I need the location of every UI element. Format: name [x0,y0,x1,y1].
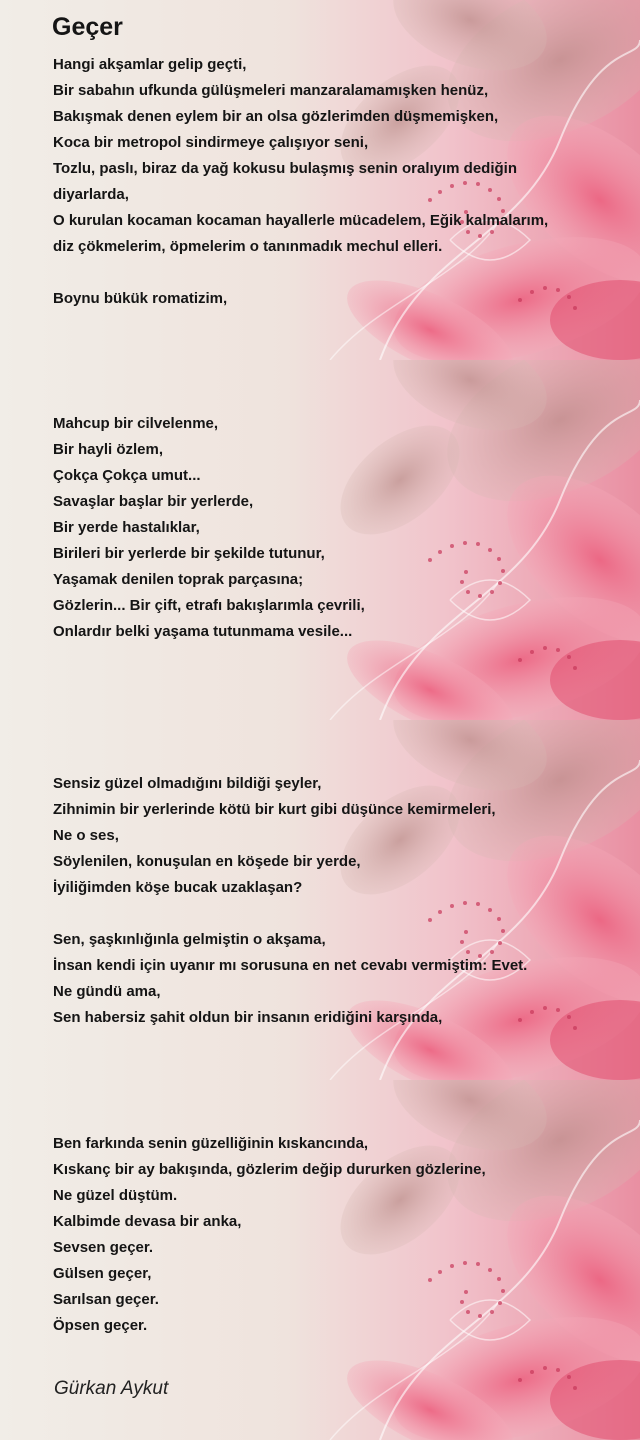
poem-panel-1 [0,0,640,360]
poem-author: Gürkan Aykut [54,1378,169,1399]
poem-line: Mahcup bir cilvelenme, [53,415,219,432]
poem-panel-2 [0,360,640,720]
poem-panel-3 [0,720,640,1080]
poem-line: diz çökmelerim, öpmelerim o tanınmadık mechul elleri. [53,238,443,255]
poem-line: Ne güzel düştüm. [53,1187,178,1204]
poem-line: Gözlerin... Bir çift, etrafı bakışlarımla çevrili, [53,597,365,614]
poem-line: Onlardır belki yaşama tutunmama vesile... [53,623,353,640]
poem-line: Birileri bir yerlerde bir şekilde tutunur, [53,545,325,562]
poem-line: Sen habersiz şahit oldun bir insanın eridiğini karşında, [53,1009,443,1026]
poem-line: Yaşamak denilen toprak parçasına; [53,571,304,588]
stanza-4 [53,1131,486,1339]
poem-line [53,901,527,927]
poem-line: Kıskanç bir ay bakışında, gözlerim değip dururken gözlerine, [53,1161,486,1178]
poem-line [53,260,548,286]
stanza-1 [53,52,548,312]
poem-title: Geçer [52,13,123,41]
poem-line: İyiliğimden köşe bucak uzaklaşan? [53,879,303,896]
poem-line: Koca bir metropol sindirmeye çalışıyor seni, [53,134,369,151]
poem-line: Ben farkında senin güzelliğinin kıskancında, [53,1135,369,1152]
poem-line: Gülsen geçer, [53,1265,152,1282]
poem-line: Hangi akşamlar gelip geçti, [53,56,247,73]
poem-line: Kalbimde devasa bir anka, [53,1213,242,1230]
poem-line: Öpsen geçer. [53,1317,148,1334]
poem-line: Savaşlar başlar bir yerlerde, [53,493,254,510]
poem-line: Bir hayli özlem, [53,441,164,458]
poem-line: Çokça Çokça umut... [53,467,201,484]
poem-line: Ne gündü ama, [53,983,161,1000]
poem-line: Boynu bükük romatizim, [53,290,228,307]
poem-line: Bir yerde hastalıklar, [53,519,200,536]
poem-line: Sen, şaşkınlığınla gelmiştin o akşama, [53,931,326,948]
poem-line: Bakışmak denen eylem bir an olsa gözlerimden düşmemişken, [53,108,499,125]
poem-line: Sevsen geçer. [53,1239,154,1256]
poem-line: Sensiz güzel olmadığını bildiği şeyler, [53,775,322,792]
poem-line: Sarılsan geçer. [53,1291,159,1308]
poem-line: O kurulan kocaman kocaman hayallerle mücadelem, Eğik kalmalarım, [53,212,549,229]
poem-line: İnsan kendi için uyanır mı sorusuna en net cevabı vermiştim: Evet. [53,957,528,974]
stanza-3 [53,771,527,1031]
poem-line: Tozlu, paslı, biraz da yağ kokusu bulaşmış senin oralıyım dediğin [53,160,517,177]
poem-line: Söylenilen, konuşulan en köşede bir yerde, [53,853,361,870]
poem-line: Bir sabahın ufkunda gülüşmeleri manzaralamamışken henüz, [53,82,489,99]
poem-line: diyarlarda, [53,186,129,203]
poem-line: Ne o ses, [53,827,119,844]
stanza-2 [53,411,365,645]
poem-line: Zihnimin bir yerlerinde kötü bir kurt gibi düşünce kemirmeleri, [53,801,496,818]
